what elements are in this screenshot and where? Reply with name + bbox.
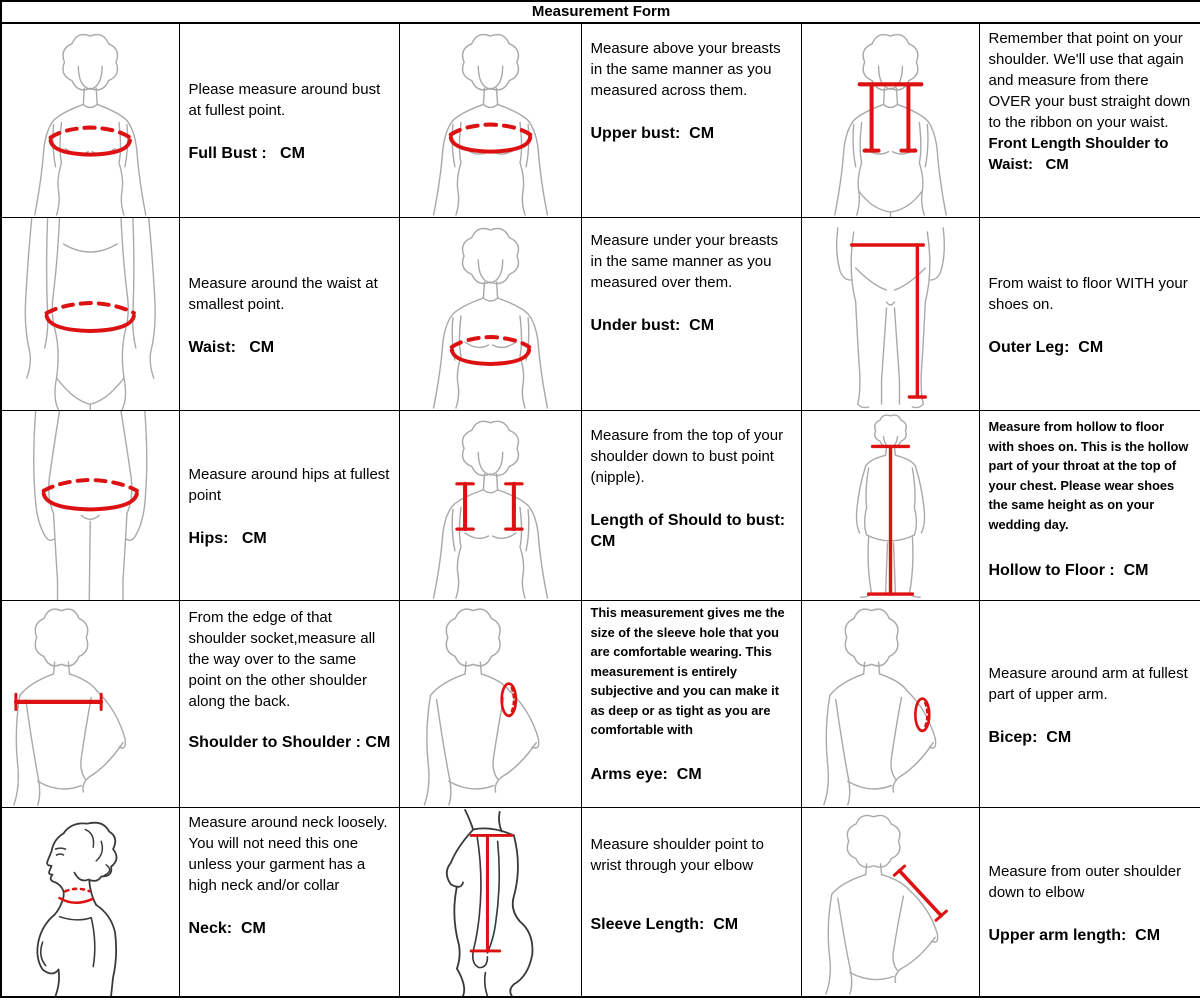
measure-label: Under bust: CM xyxy=(590,317,715,334)
measure-description: Measure around arm at fullest part of upper arm. xyxy=(988,664,1188,703)
table-row xyxy=(1,601,1200,808)
text-cell-hips xyxy=(179,411,399,601)
bicep-figure-icon xyxy=(802,601,979,807)
figure-cell-shoulder-to-bust xyxy=(399,411,581,601)
text-cell-shoulder-to-shoulder xyxy=(179,601,399,808)
measure-label: Full Bust : CM xyxy=(188,145,305,162)
table-row xyxy=(1,808,1200,998)
upper-bust-figure-icon xyxy=(400,24,581,217)
measure-label: Arms eye: CM xyxy=(590,765,702,783)
measure-description: From the edge of that shoulder socket,measure all the way over to the same point on the other shoulder along the back. xyxy=(188,609,376,710)
table-row xyxy=(1,23,1200,218)
sleeve-length-figure-icon xyxy=(400,808,581,996)
table-row xyxy=(1,411,1200,601)
measure-label: Length of Should to bust: CM xyxy=(590,512,795,550)
figure-cell-sleeve-length xyxy=(399,808,581,998)
measure-label: Hips: CM xyxy=(188,530,267,547)
figure-cell-upper-arm-length xyxy=(801,808,979,998)
figure-cell-neck xyxy=(1,808,179,998)
measure-description: From waist to floor WITH your shoes on. xyxy=(988,274,1188,313)
full-bust-figure-icon xyxy=(2,24,179,217)
waist-figure-icon xyxy=(2,218,179,410)
measure-label: Outer Leg: CM xyxy=(988,338,1104,356)
text-cell-full-bust xyxy=(179,23,399,218)
figure-cell-outer-leg xyxy=(801,218,979,411)
measure-label: Shoulder to Shoulder : CM xyxy=(188,734,391,751)
measure-description: This measurement gives me the size of the sleeve hole that you are comfortable wearing. This measurement is entirely subjective and you can make it as deep or as tight as you are comfortable with xyxy=(590,605,785,737)
front-length-figure-icon xyxy=(802,24,979,217)
measure-label: Upper arm length: CM xyxy=(988,926,1161,944)
measure-description: Measure from outer shoulder down to elbow xyxy=(988,862,1182,901)
text-cell-waist xyxy=(179,218,399,411)
text-cell-hollow-to-floor xyxy=(979,411,1200,601)
measure-label: Sleeve Length: CM xyxy=(590,916,739,933)
text-cell-shoulder-to-bust xyxy=(581,411,801,601)
measure-description: Measure above your breasts in the same manner as you measured across them. xyxy=(590,40,781,99)
figure-cell-bicep xyxy=(801,601,979,808)
text-cell-upper-bust xyxy=(581,23,801,218)
figure-cell-hollow-to-floor xyxy=(801,411,979,601)
measure-description: Measure under your breasts in the same manner as you measured over them. xyxy=(590,232,779,291)
under-bust-figure-icon xyxy=(400,218,581,410)
measure-label: Bicep: CM xyxy=(988,728,1072,746)
upper-arm-length-figure-icon xyxy=(802,808,979,996)
measure-label: Front Length Shoulder to Waist: CM xyxy=(988,135,1173,173)
header-row xyxy=(1,1,1200,23)
figure-cell-under-bust xyxy=(399,218,581,411)
text-cell-front-length xyxy=(979,23,1200,218)
outer-leg-figure-icon xyxy=(802,218,979,410)
measure-label: Waist: CM xyxy=(188,338,275,356)
page-title: Measurement Form xyxy=(531,3,671,20)
measure-label: Upper bust: CM xyxy=(590,125,715,142)
figure-cell-front-length xyxy=(801,23,979,218)
measure-description: Measure around neck loosely. You will not need this one unless your garment has a high neck and/or collar xyxy=(188,814,388,894)
figure-cell-waist xyxy=(1,218,179,411)
measure-description: Measure shoulder point to wrist through your elbow xyxy=(590,836,764,874)
figure-cell-shoulder-to-shoulder xyxy=(1,601,179,808)
arms-eye-figure-icon xyxy=(400,601,581,807)
measure-label: Neck: CM xyxy=(188,920,266,937)
figure-cell-full-bust xyxy=(1,23,179,218)
measure-description: Please measure around bust at fullest point. xyxy=(188,81,381,119)
text-cell-under-bust xyxy=(581,218,801,411)
measure-description: Measure from the top of your shoulder down to bust point (nipple). xyxy=(590,427,784,486)
hips-figure-icon xyxy=(2,411,179,600)
table-row xyxy=(1,218,1200,411)
hollow-to-floor-figure-icon xyxy=(802,411,979,600)
measure-description: Remember that point on your shoulder. We'll use that again and measure from there OVER your bust straight down to the ribbon on your waist. xyxy=(988,30,1191,131)
text-cell-sleeve-length xyxy=(581,808,801,998)
measure-label: Hollow to Floor : CM xyxy=(988,562,1149,579)
measure-description: Measure from hollow to floor with shoes on. This is the hollow part of your throat at the top of your chest. Please wear shoes the same height as on your wedding day. xyxy=(988,419,1189,532)
figure-cell-upper-bust xyxy=(399,23,581,218)
text-cell-upper-arm-length xyxy=(979,808,1200,998)
shoulder-to-shoulder-figure-icon xyxy=(2,601,179,807)
figure-cell-hips xyxy=(1,411,179,601)
measure-description: Measure around the waist at smallest point. xyxy=(188,274,378,313)
shoulder-to-bust-figure-icon xyxy=(400,411,581,600)
text-cell-neck xyxy=(179,808,399,998)
text-cell-bicep xyxy=(979,601,1200,808)
neck-figure-icon xyxy=(2,808,179,996)
text-cell-outer-leg xyxy=(979,218,1200,411)
measure-description: Measure around hips at fullest point xyxy=(188,466,390,504)
figure-cell-arms-eye xyxy=(399,601,581,808)
text-cell-arms-eye xyxy=(581,601,801,808)
